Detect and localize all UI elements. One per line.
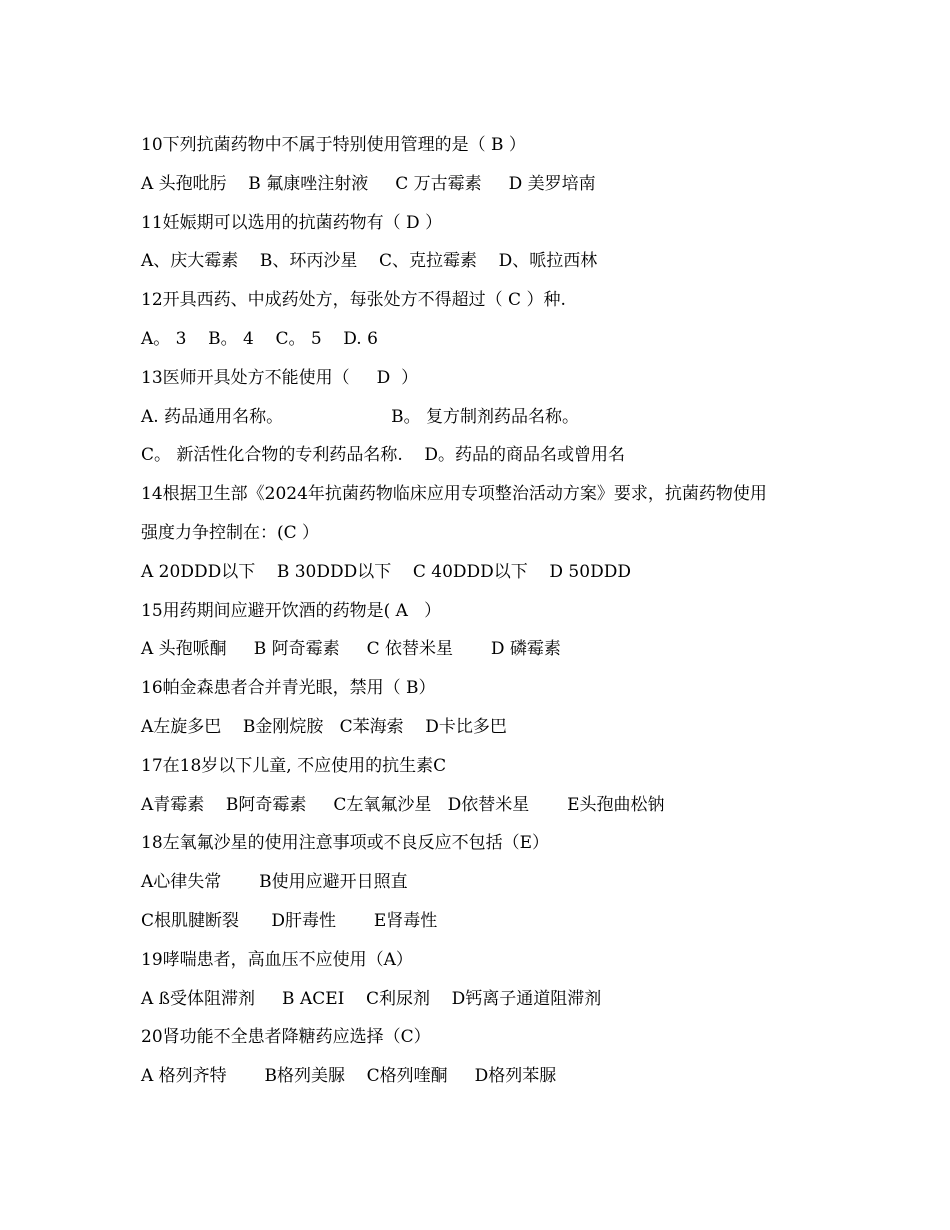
question-18: 18左氧氟沙星的使用注意事项或不良反应不包括（E） [141, 833, 550, 854]
question-13-options-2: C。 新活性化合物的专利药品名称. D。药品的商品名或曾用名 [141, 445, 626, 466]
question-18-options-2: C根肌腱断裂 D肝毒性 E肾毒性 [141, 910, 438, 931]
question-15: 15用药期间应避开饮酒的药物是( A ） [141, 600, 442, 621]
question-19: 19哮喘患者，高血压不应使用（A） [141, 949, 413, 970]
question-10: 10下列抗菌药物中不属于特别使用管理的是（ B ） [141, 135, 526, 155]
question-11: 11妊娠期可以选用的抗菌药物有（ D ） [141, 212, 443, 233]
question-15-options: A 头孢哌酮 B 阿奇霉素 C 依替米星 D 磷霉素 [141, 639, 561, 660]
question-14: 14根据卫生部《2024年抗菌药物临床应用专项整治活动方案》要求，抗菌药物使用 [141, 484, 767, 505]
question-13: 13医师开具处方不能使用（ D ） [141, 367, 419, 388]
document-body [141, 126, 831, 1096]
question-14-continued: 强度力争控制在：(C ） [141, 522, 320, 543]
question-16-options: A左旋多巴 B金刚烷胺 C苯海索 D卡比多巴 [141, 716, 507, 737]
question-14-options: A 20DDD以下 B 30DDD以下 C 40DDD以下 D 50DDD [141, 561, 631, 582]
question-18-options-1: A心律失常 B使用应避开日照直 [141, 872, 408, 893]
question-13-options-1: A. 药品通用名称。 B。 复方制剂药品名称。 [141, 406, 580, 427]
question-17: 17在18岁以下儿童, 不应使用的抗生素C [141, 755, 447, 776]
question-20: 20肾功能不全患者降糖药应选择（C） [141, 1027, 431, 1048]
question-19-options: A ß受体阻滞剂 B ACEI C利尿剂 D钙离子通道阻滞剂 [141, 988, 602, 1009]
question-11-options: A、庆大霉素 B、环丙沙星 C、克拉霉素 D、哌拉西林 [141, 251, 598, 272]
question-10-options: A 头孢吡肟 B 氟康唑注射液 C 万古霉素 D 美罗培南 [141, 173, 596, 194]
question-20-options: A 格列齐特 B格列美脲 C格列喹酮 D格列苯脲 [141, 1066, 557, 1087]
question-16: 16帕金森患者合并青光眼，禁用（ B） [141, 678, 436, 699]
question-12-options: A。 3 B。 4 C。 5 D. 6 [141, 328, 378, 349]
question-12: 12开具西药、中成药处方，每张处方不得超过（ C ）种. [141, 290, 566, 311]
question-17-options: A青霉素 B阿奇霉素 C左氧氟沙星 D依替米星 E头孢曲松钠 [141, 794, 665, 815]
